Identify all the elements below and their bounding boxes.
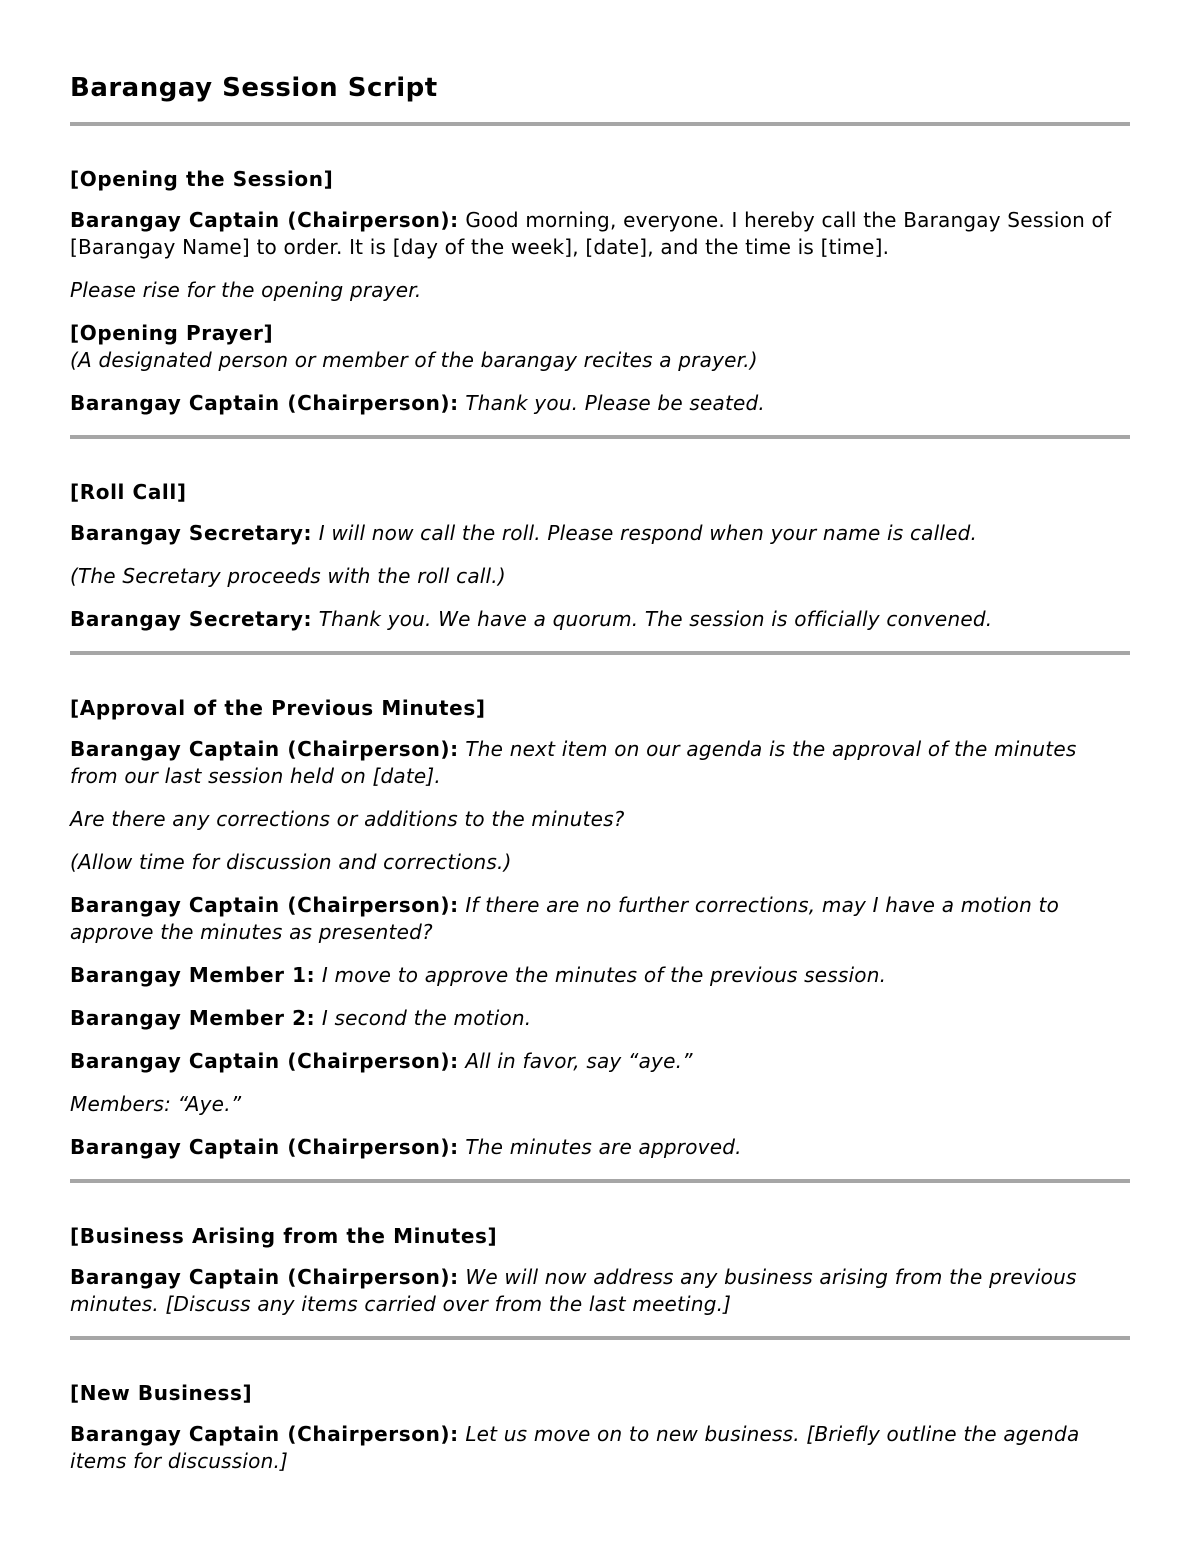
section-heading: [Approval of the Previous Minutes] [70,696,486,720]
section-opening [70,166,1130,417]
speaker-label: Barangay Captain (Chairperson): [70,1265,459,1289]
script-paragraph [70,606,1130,633]
divider [70,122,1130,126]
section-heading: [Roll Call] [70,480,187,504]
speaker-label: Barangay Secretary: [70,521,313,545]
divider [70,435,1130,439]
dialogue-text: I second the motion. [315,1006,532,1030]
script-paragraph [70,1048,1130,1075]
dialogue-text: Let us move on to new business. [Briefly outline the agenda items for discussion.] [70,1422,1080,1473]
stage-direction: (Allow time for discussion and corrections.) [70,850,512,874]
dialogue-text: I will now call the roll. Please respond when your name is called. [312,521,978,545]
speaker-label: Barangay Captain (Chairperson): [70,737,459,761]
script-paragraph [70,892,1130,946]
subsection-heading: [Opening Prayer] [70,321,274,345]
document-title: Barangay Session Script [70,73,438,103]
section-minutes [70,695,1130,1161]
script-paragraph [70,520,1130,547]
speaker-label: Barangay Secretary: [70,607,313,631]
dialogue-text: I move to approve the minutes of the previous session. [315,963,887,987]
divider [70,651,1130,655]
script-paragraph [70,1421,1130,1475]
section-heading: [Business Arising from the Minutes] [70,1224,498,1248]
dialogue-text: The minutes are approved. [458,1135,742,1159]
dialogue-text: If there are no further corrections, may I have a motion to approve the minutes as presented? [70,893,1060,944]
section-heading: [Opening the Session] [70,167,334,191]
dialogue-text: All in favor, say “aye.” [458,1049,693,1073]
speaker-label: Barangay Member 1: [70,963,316,987]
script-paragraph [70,1134,1130,1161]
script-paragraph [70,390,1130,417]
script-paragraph [70,1264,1130,1318]
section-new-business [70,1380,1130,1475]
section-heading: [New Business] [70,1381,253,1405]
stage-direction: Please rise for the opening prayer. [70,278,422,302]
speaker-label: Barangay Captain (Chairperson): [70,391,459,415]
dialogue-text: The next item on our agenda is the approval of the minutes from our last session held on [date]. [70,737,1077,788]
dialogue-text: Thank you. We have a quorum. The session is officially convened. [312,607,993,631]
speaker-label: Barangay Captain (Chairperson): [70,893,459,917]
speaker-label: Barangay Member 2: [70,1006,316,1030]
script-paragraph [70,736,1130,790]
stage-direction: (A designated person or member of the barangay recites a prayer.) [70,348,758,372]
divider [70,1336,1130,1340]
dialogue-text: Good morning, everyone. I hereby call the Barangay Session of [Barangay Name] to order. It is [day of the week], [date], and the time is [time]. [70,208,1112,259]
section-business-arising [70,1223,1130,1318]
speaker-label: Barangay Captain (Chairperson): [70,1049,459,1073]
script-paragraph [70,962,1130,989]
dialogue-text: Members: “Aye.” [70,1092,242,1116]
dialogue-text: Thank you. Please be seated. [458,391,765,415]
section-roll-call [70,479,1130,633]
speaker-label: Barangay Captain (Chairperson): [70,1135,459,1159]
dialogue-text: Are there any corrections or additions to the minutes? [70,807,625,831]
stage-direction: (The Secretary proceeds with the roll call.) [70,564,506,588]
divider [70,1179,1130,1183]
speaker-label: Barangay Captain (Chairperson): [70,1422,459,1446]
script-paragraph [70,207,1130,261]
script-paragraph [70,1005,1130,1032]
dialogue-text: We will now address any business arising from the previous minutes. [Discuss any items carried over from the last meeting.] [70,1265,1077,1316]
speaker-label: Barangay Captain (Chairperson): [70,208,459,232]
